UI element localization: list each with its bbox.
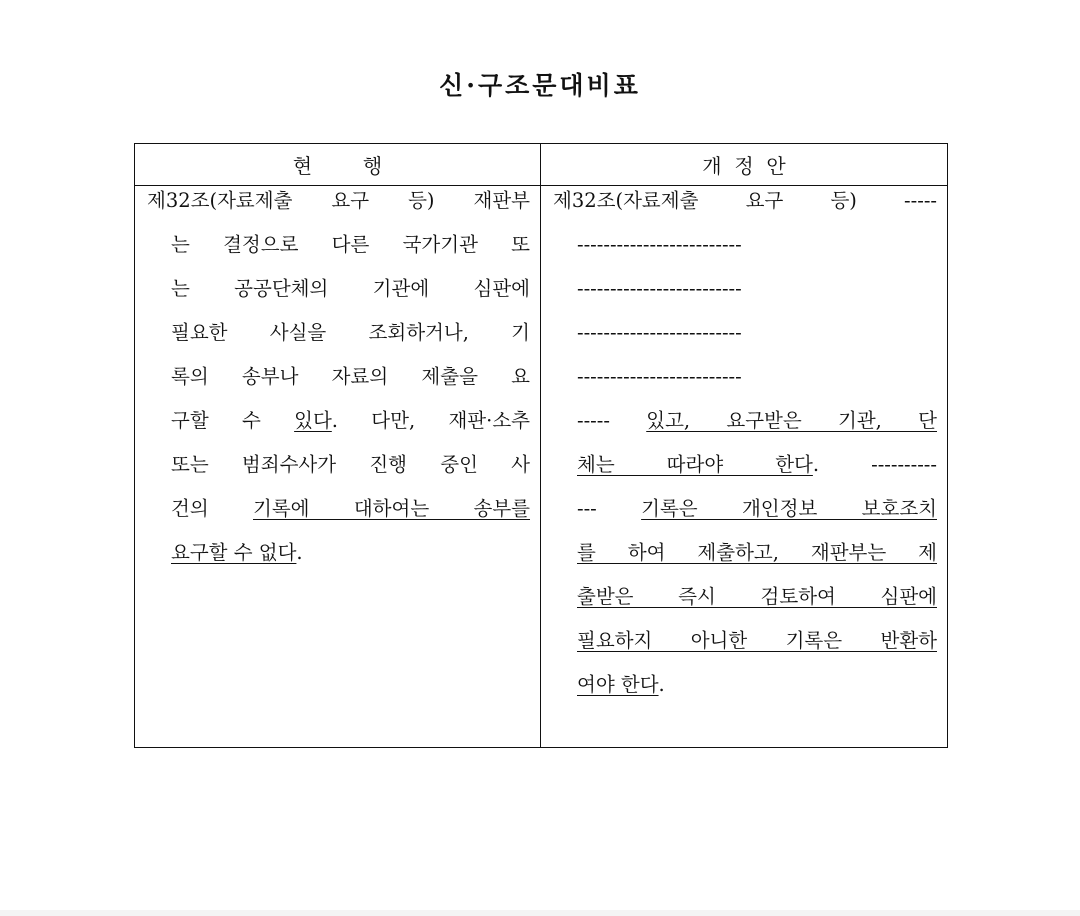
proposed-line-10-underlined: 출받은 즉시 검토하여 심판에 (577, 585, 937, 608)
proposed-line-4: ------------------------- (577, 321, 742, 344)
proposed-line-12-underlined: 여야 한다 (577, 673, 659, 696)
proposed-line-2: ------------------------- (577, 233, 742, 256)
current-line-3: 는 공공단체의 기관에 심판에 (171, 277, 530, 300)
proposed-line-10 (541, 582, 947, 626)
proposed-line-8-text-a: --- (577, 497, 642, 520)
proposed-line-12-text-b: . (658, 673, 665, 696)
header-current (135, 144, 541, 186)
proposed-line-7 (541, 450, 947, 494)
current-line-6 (135, 406, 540, 450)
proposed-line-6 (541, 406, 947, 450)
proposed-text-cell (541, 186, 948, 748)
proposed-line-8 (541, 494, 947, 538)
proposed-line-8-underlined: 기록은 개인정보 보호조치 (641, 497, 937, 520)
proposed-line-11-underlined: 필요하지 아니한 기록은 반환하 (577, 629, 937, 652)
proposed-line-9-underlined: 를 하여 제출하고, 재판부는 제 (577, 541, 937, 564)
proposed-line-1: 제32조(자료제출 요구 등) ----- (553, 189, 937, 212)
header-proposed (541, 144, 948, 186)
proposed-line-11 (541, 626, 947, 670)
current-line-9 (135, 538, 540, 582)
proposed-line-12 (541, 670, 947, 714)
page-bottom-strip (0, 910, 1080, 916)
current-text-cell (135, 186, 541, 748)
header-proposed-label: 개 정 안 (702, 154, 786, 178)
proposed-line-9 (541, 538, 947, 582)
current-line-2: 는 결정으로 다른 국가기관 또 (171, 233, 530, 256)
current-line-8 (135, 494, 540, 538)
current-line-9-text-b: . (296, 541, 303, 564)
current-line-6-text-a: 구할 수 (171, 409, 295, 432)
proposed-line-6-text-a: ----- (577, 409, 647, 432)
current-line-6-underlined: 있다 (294, 409, 332, 432)
proposed-line-6-underlined: 있고, 요구받은 기관, 단 (646, 409, 937, 432)
article-row (135, 186, 948, 748)
header-current-label: 현 행 (292, 154, 383, 178)
proposed-line-7-underlined: 체는 따라야 한다 (577, 453, 813, 476)
current-line-6-text-b: . 다만, 재판·소추 (331, 409, 530, 432)
current-line-7: 또는 범죄수사가 진행 중인 사 (171, 453, 530, 476)
comparison-table (134, 143, 948, 748)
current-line-1: 제32조(자료제출 요구 등) 재판부 (147, 189, 530, 212)
proposed-line-7-text-b: . ---------- (812, 453, 937, 476)
table-header-row (135, 144, 948, 186)
proposed-line-3: ------------------------- (577, 277, 742, 300)
current-line-9-underlined: 요구할 수 없다 (171, 541, 297, 564)
document-title: 신·구조문대비표 (439, 71, 641, 100)
current-line-5: 록의 송부나 자료의 제출을 요 (171, 365, 530, 388)
current-line-4: 필요한 사실을 조회하거나, 기 (171, 321, 530, 344)
current-line-8-underlined: 기록에 대하여는 송부를 (253, 497, 530, 520)
proposed-line-5: ------------------------- (577, 365, 742, 388)
current-line-8-text-a: 건의 (171, 497, 253, 520)
